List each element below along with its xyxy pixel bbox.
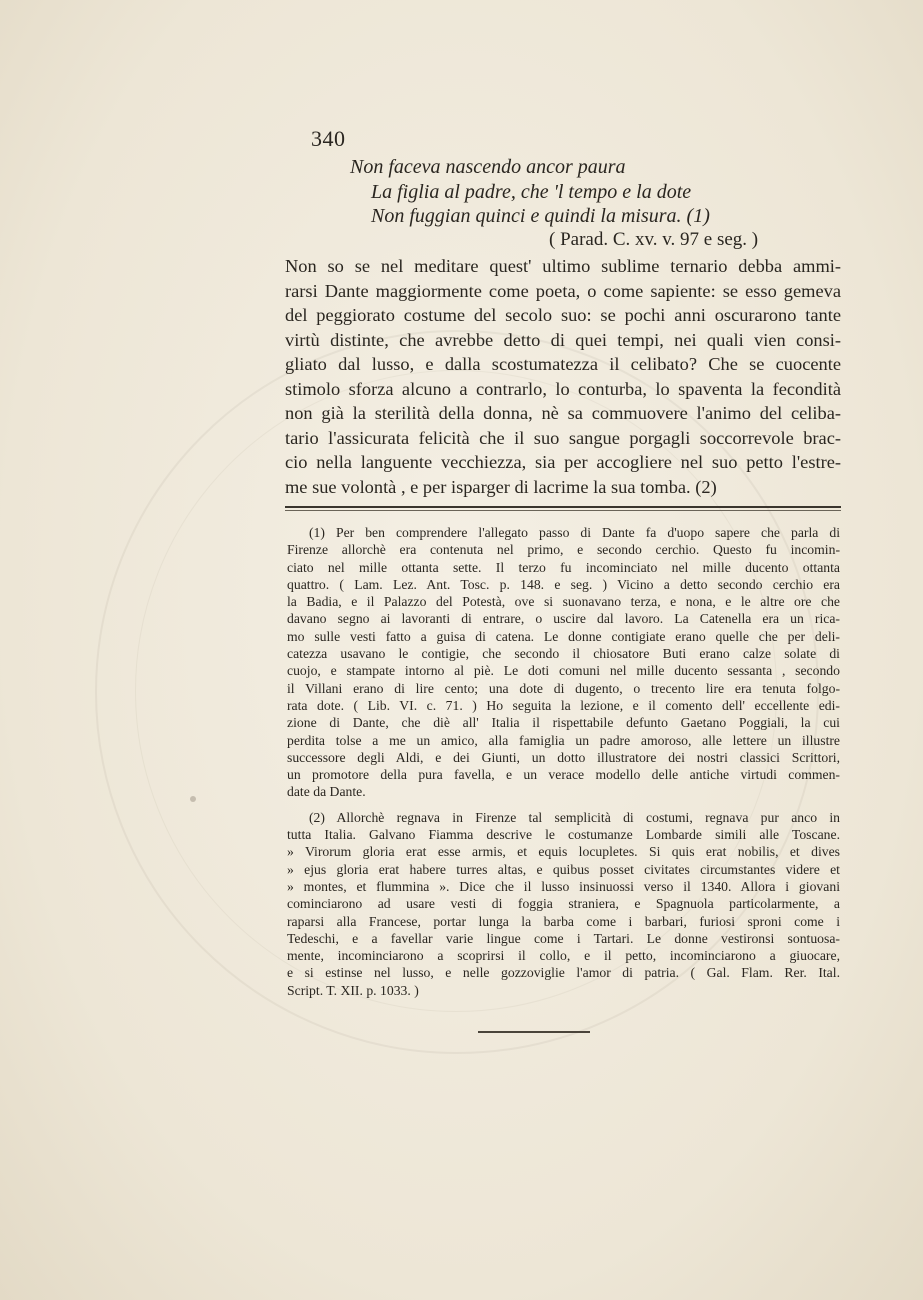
footnote-line: Tedeschi, e a favellar varie lingue come i Tartari. Le donne vestironsi sontuosa-: [287, 930, 840, 946]
footnote-line: e si estinse nel lusso, e nelle gozzoviglie l'amor di patria. ( Gal. Flam. Rer. Ital.: [287, 965, 840, 981]
footnote-line: raparsi alla Francese, portar lunga la barba come i barbari, furiosi sproni come i: [287, 913, 840, 929]
footnote-2: [287, 809, 840, 999]
footnote-line: cuojo, e stampate intorno al piè. Le doti comuni nel mille ducento sessanta , secondo: [287, 663, 840, 679]
footnote-line: Script. T. XII. p. 1033. ): [287, 982, 419, 998]
main-line: cio nella languente vecchiezza, sia per accogliere nel suo petto l'estre-: [285, 452, 841, 472]
footnote-line: quattro. ( Lam. Lez. Ant. Tosc. p. 148. e seg. ) Vicino a detto secondo cerchio era: [287, 576, 840, 592]
footnote-line: Firenze allorchè era contenuta nel primo, e secondo cerchio. Questo fu incomin-: [287, 542, 840, 558]
footnote-line: un promotore della pura favella, e un verace modello delle antiche virtudi commen-: [287, 767, 840, 783]
footnote-line: mo sulle vesti fatto a guisa di catena. Le donne contigiate erano quelle che per deli-: [287, 628, 840, 644]
footnote-line: zione di Dante, che diè all' Italia il rispettabile defunto Gaetano Poggiali, la cui: [287, 715, 840, 731]
main-line: rarsi Dante maggiormente come poeta, o come sapiente: se esso gemeva: [285, 280, 841, 301]
verse-line-3: Non fuggian quinci e quindi la misura. (1): [371, 205, 710, 227]
footnotes: [287, 524, 840, 999]
footnote-line: successore degli Aldi, e dei Giunti, un dotto illustratore dei nostri classici Scrittori,: [287, 749, 840, 765]
footnote-line: perdita tolse a me un amico, alla famiglia un padre amoroso, alle lettere un illustre: [287, 732, 840, 748]
ink-spot: [190, 796, 196, 802]
footnote-line: (1) Per ben comprendere l'allegato passo di Dante fa d'uopo sapere che parla di: [309, 525, 840, 540]
footnote-line: » ejus gloria erat habere turres altas, e quibus posset civitates circumstantes videre et: [287, 861, 840, 877]
footnote-separator: [285, 506, 841, 511]
footnote-line: cominciarono ad usare vesti di foggia straniera, e Spagnuola particolarmente, a: [287, 896, 840, 912]
footnote-1: [287, 524, 840, 801]
main-line: gliato dal lusso, e dalla scostumatezza il celibato? Che se cuocente: [285, 354, 841, 374]
main-line: me sue volontà , e per isparger di lacrime la sua tomba. (2): [285, 476, 717, 497]
footnote-line: (2) Allorchè regnava in Firenze tal semplicità di costumi, regnava pur anco in: [309, 809, 840, 825]
verse-line-1: Non faceva nascendo ancor paura: [350, 156, 626, 178]
footnote-line: il Villani erano di lire cento; una dote di dugento, o trecento lire era tenuta folgo-: [287, 680, 840, 696]
footnote-line: ciato nel mille ottanta sette. Il terzo fu incominciato nel mille ducento ottanta: [287, 559, 840, 575]
verse-citation: ( Parad. C. xv. v. 97 e seg. ): [549, 229, 759, 250]
footnote-line: mente, incominciarono a scoprirsi il collo, e il petto, incominciarono a giuocare,: [287, 948, 840, 964]
main-line: del peggiorato costume del secolo suo: se pochi anni oscurarono tante: [285, 305, 841, 325]
main-line: stimolo sforza alcuno a contrarlo, lo conturba, lo spaventa la fecondità: [285, 378, 841, 399]
footnote-line: » Virorum gloria erat esse armis, et equis locupletes. Si quis erat nobilis, et dives: [287, 844, 840, 860]
page-number: 340: [311, 126, 346, 151]
verse-line-2: La figlia al padre, che 'l tempo e la dote: [371, 181, 692, 203]
main-line: Non so se nel meditare quest' ultimo sublime ternario debba ammi-: [285, 256, 841, 276]
footnote-line: davano segno ai lavoranti di entrare, o uscire dal lavoro. La Catenella era un rica-: [287, 611, 840, 627]
footnote-line: catezza usavano le contigie, che secondo il chiosatore Buti erano calze solate di: [287, 646, 840, 662]
footnote-line: date da Dante.: [287, 784, 366, 800]
main-paragraph: [285, 254, 841, 499]
end-rule: [478, 1031, 590, 1033]
main-line: non già la sterilità della donna, nè sa commuovere l'animo del celiba-: [285, 403, 841, 423]
footnote-line: la Badia, e il Palazzo del Potestà, ove si suonavano terza, e nona, e le altre ore che: [287, 594, 840, 610]
footnote-line: » montes, et flummina ». Dice che il lusso insinuossi verso il 1340. Allora i giovani: [287, 878, 840, 894]
footnote-line: tutta Italia. Galvano Fiamma descrive le costumanze Lombarde simili alle Toscane.: [287, 827, 840, 843]
main-line: tario l'assicurata felicità che il suo sangue porgagli soccorrevole brac-: [285, 427, 841, 448]
footnote-line: rata dote. ( Lib. VI. c. 71. ) Ho seguita la lezione, e il comento dell' eccellente edi-: [287, 697, 840, 713]
main-line: virtù distinte, che avrebbe detto di quei tempi, nei quali vien consi-: [285, 329, 841, 350]
